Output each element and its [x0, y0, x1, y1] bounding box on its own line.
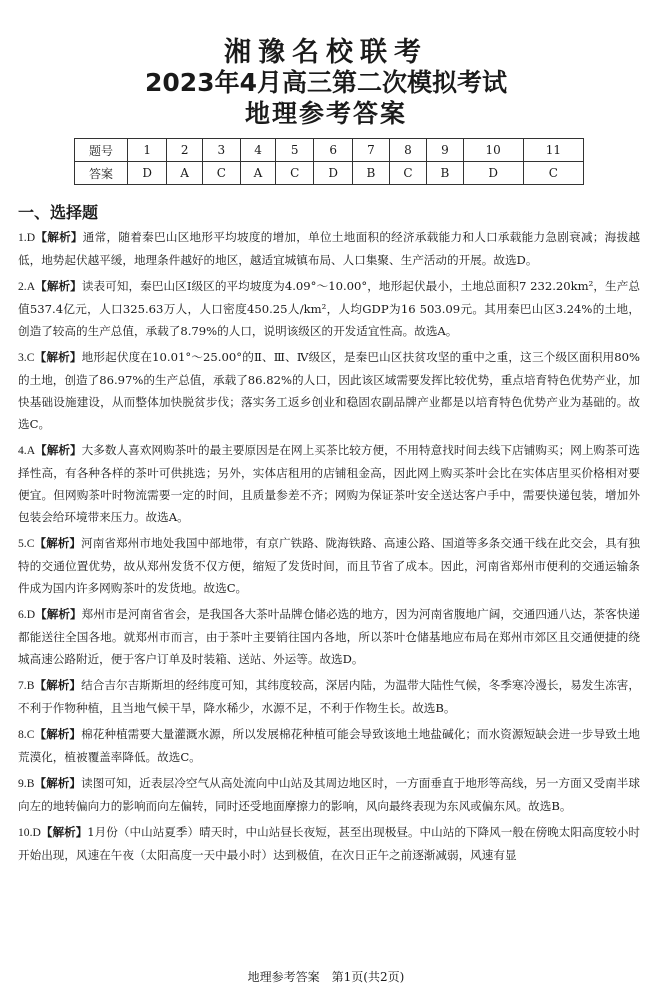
- item-text: 郑州市是河南省省会，是我国各大茶叶品牌仓储必选的地方，因为河南省腹地广阔，交通四通八达，茶客快递都能送往全国各地。就郑州市而言，由于茶叶主要销往国内各地，所以茶叶仓储基地应布局在郑州市郊区且交通便捷的绕城高速公路附近，便于客户订单及时装箱、送站、外运等。故选D。: [18, 607, 640, 666]
- answer-cell: B: [353, 162, 389, 185]
- explanation-item: [18, 821, 640, 866]
- item-text: 读图可知，近表层冷空气从高处流向中山站及其周边地区时，一方面垂直于地形等高线，另一方面又受南半球向左的地转偏向力的影响而向左偏转，同时还受地面摩擦力的影响，风向最终表现为东风或偏东风。故选B。: [18, 776, 640, 813]
- question-number: 1: [128, 139, 167, 162]
- answer-cell: C: [389, 162, 427, 185]
- row-label-answer: 答案: [75, 162, 128, 185]
- item-text: 地形起伏度在10.01°～25.00°的Ⅱ、Ⅲ、Ⅳ级区，是秦巴山区扶贫攻坚的重中之重，这三个级区面积用80%的土地，创造了86.97%的生产总值，承载了86.82%的人口，因此该区域需要发挥比较优势，重点培育特色优势产业，加快基础设施建设，从而整体加快脱贫步伐；落实务工返乡创业和稳固农副品牌产业都是以培育特色优势产业为基础的。故选C。: [18, 350, 640, 431]
- explanation-item: [18, 603, 640, 670]
- question-number: 8: [389, 139, 427, 162]
- analysis-tag: 【解析】: [34, 678, 82, 692]
- answer-cell: D: [314, 162, 353, 185]
- question-number: 4: [240, 139, 276, 162]
- answer-cell: A: [240, 162, 276, 185]
- item-number: 1.D: [18, 231, 36, 244]
- answer-cell: D: [128, 162, 167, 185]
- explanation-item: [18, 439, 640, 528]
- item-number: 4.A: [18, 444, 36, 457]
- explanation-item: [18, 346, 640, 435]
- question-number: 5: [276, 139, 314, 162]
- answer-cell: A: [167, 162, 203, 185]
- item-number: 6.D: [18, 608, 36, 621]
- analysis-tag: 【解析】: [34, 727, 82, 741]
- item-number: 10.D: [18, 826, 41, 839]
- question-number: 6: [314, 139, 353, 162]
- title-school-alliance: 湘豫名校联考: [224, 37, 428, 68]
- item-number: 2.A: [18, 280, 36, 293]
- section-title-choice: 一、选择题: [18, 203, 99, 222]
- answer-table: [74, 138, 584, 185]
- item-number: 7.B: [18, 679, 35, 692]
- title-answer-key: 地理参考答案: [244, 99, 407, 128]
- answer-cell: B: [427, 162, 463, 185]
- item-number: 3.C: [18, 351, 35, 364]
- item-number: 9.B: [18, 777, 35, 790]
- page-footer: 地理参考答案 第1页(共2页): [247, 970, 405, 984]
- item-text: 大多数人喜欢网购茶叶的最主要原因是在网上买茶比较方便，不用特意找时间去线下店铺购买；网上购茶可选择性高，有各种各样的茶叶可供挑选；另外，实体店租用的店铺租金高，因此网上购买茶叶会比在实体店里买价格相对要便宜。但网购茶叶时物流需要一定的时间，且质量参差不齐；网购为保证茶叶安全送达客户手中，需要快递包装，增加外包装会给环境带来压力。故选A。: [18, 443, 640, 524]
- row-label-number: 题号: [75, 139, 128, 162]
- title-block: [0, 38, 652, 130]
- explanations: [18, 226, 640, 870]
- analysis-tag: 【解析】: [35, 230, 83, 244]
- item-text: 通常，随着秦巴山区地形平均坡度的增加，单位土地面积的经济承载能力和人口承载能力急剧衰减；海拔越低，地势起伏越平缓，地理条件越好的地区，越适宜城镇布局、人口集聚、生产活动的开展。故选D。: [18, 230, 640, 267]
- explanation-item: [18, 275, 640, 342]
- analysis-tag: 【解析】: [40, 825, 88, 839]
- answer-table-number-row: [75, 139, 584, 162]
- analysis-tag: 【解析】: [35, 443, 82, 457]
- analysis-tag: 【解析】: [34, 536, 82, 550]
- answer-table-answer-row: [75, 162, 584, 185]
- analysis-tag: 【解析】: [34, 350, 82, 364]
- question-number: 9: [427, 139, 463, 162]
- explanation-item: [18, 772, 640, 817]
- analysis-tag: 【解析】: [34, 776, 82, 790]
- answer-cell: C: [203, 162, 241, 185]
- answer-cell: C: [523, 162, 583, 185]
- item-text: 结合吉尔吉斯斯坦的经纬度可知，其纬度较高，深居内陆，为温带大陆性气候，冬季寒冷漫长，易发生冻害，不利于作物种植，且当地气候干旱，降水稀少，水源不足，不利于作物生长。故选B。: [18, 678, 640, 715]
- question-number: 11: [523, 139, 583, 162]
- title-exam-name: 2023年4月高三第二次模拟考试: [145, 68, 507, 97]
- explanation-item: [18, 674, 640, 719]
- question-number: 3: [203, 139, 241, 162]
- item-text: 1月份（中山站夏季）晴天时，中山站昼长夜短，甚至出现极昼。中山站的下降风一般在傍晚太阳高度较小时开始出现，风速在午夜（太阳高度一天中最小时）达到极值，在次日正午之前逐渐减弱，风速有显: [18, 825, 640, 862]
- analysis-tag: 【解析】: [35, 279, 82, 293]
- item-number: 8.C: [18, 728, 35, 741]
- answer-cell: C: [276, 162, 314, 185]
- item-text: 河南省郑州市地处我国中部地带，有京广铁路、陇海铁路、高速公路、国道等多条交通干线在此交会，具有独特的交通位置优势，故从郑州发货不仅方便，缩短了发货时间，而且节省了成本。因此，河南省郑州市便利的交通运输条件成为国内许多网购茶叶的发货地。故选C。: [18, 536, 640, 595]
- explanation-item: [18, 723, 640, 768]
- question-number: 2: [167, 139, 203, 162]
- explanation-item: [18, 532, 640, 599]
- analysis-tag: 【解析】: [35, 607, 82, 621]
- question-number: 7: [353, 139, 389, 162]
- question-number: 10: [463, 139, 523, 162]
- item-text: 棉花种植需要大量灌溉水源，所以发展棉花种植可能会导致该地土地盐碱化；而水资源短缺会进一步导致土地荒漠化，植被覆盖率降低。故选C。: [18, 727, 640, 764]
- answer-cell: D: [463, 162, 523, 185]
- explanation-item: [18, 226, 640, 271]
- item-number: 5.C: [18, 537, 35, 550]
- item-text: 读表可知，秦巴山区Ⅰ级区的平均坡度为4.09°～10.00°，地形起伏最小，土地总面积7 232.20km²，生产总值537.4亿元，人口325.63万人，人口密度450.25人/km²，人均GDP为16 503.09元。其用秦巴山区3.24%的土地，创造了较高的生产总值，承载了8.79%的人口，说明该级区的开发适宜性高。故选A。: [18, 279, 640, 338]
